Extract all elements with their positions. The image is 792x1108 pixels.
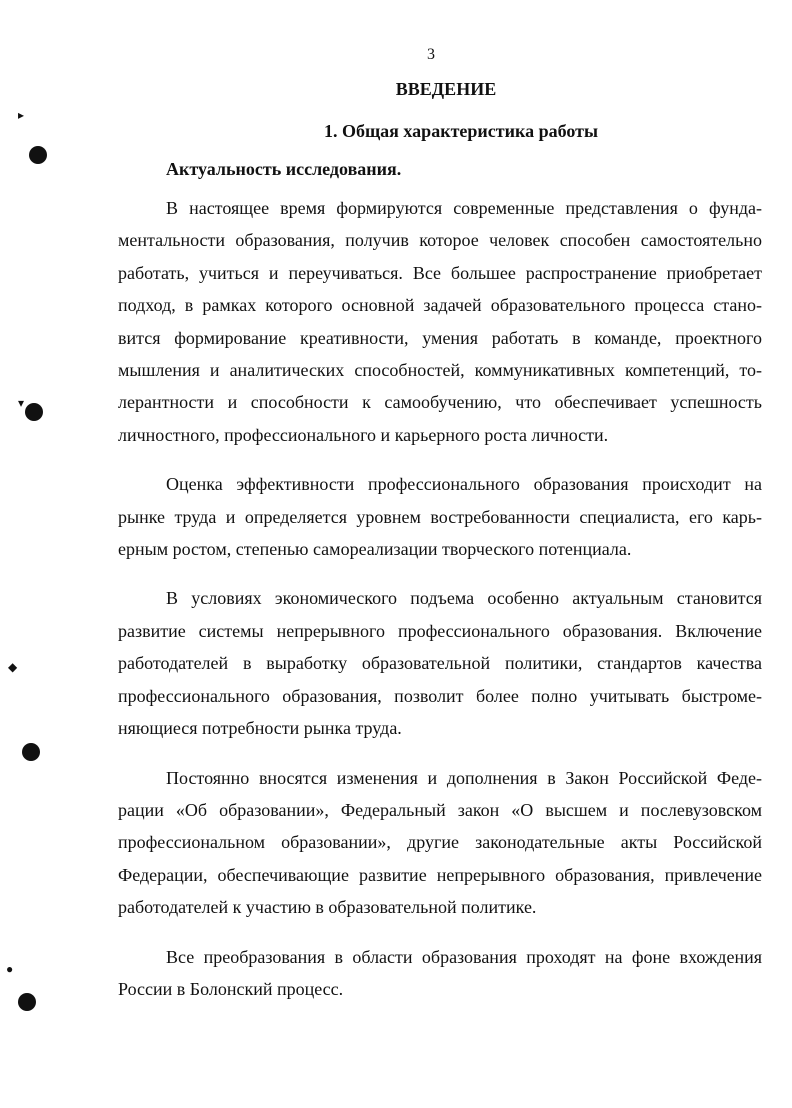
scan-speck: ▸	[18, 108, 25, 122]
text-line: Постоянно вносятся изменения и дополнения в Закон Российской Феде-	[166, 767, 762, 788]
text-line: работать, учиться и переучиваться. Все большее распространение приобретает	[118, 262, 762, 283]
text-line: В настоящее время формируются современные представления о фунда-	[166, 198, 762, 218]
text-line: рынке труда и определяется уровнем востребованности специалиста, его карь-	[118, 506, 762, 527]
text-line: ментальности образования, получив которое человек способен самостоятельно	[118, 230, 762, 251]
page-number: 3	[427, 46, 435, 63]
text-line: лерантности и способности к самообучению, что обеспечивает успешность	[118, 392, 762, 413]
paragraph-1	[118, 192, 762, 451]
body-text	[118, 192, 762, 1022]
binder-hole	[18, 993, 36, 1011]
text-line: личностного, профессионального и карьерного роста личности.	[118, 424, 609, 445]
scan-speck: ●	[6, 962, 14, 976]
text-line: развитие системы непрерывного профессионального образования. Включение	[118, 620, 762, 641]
scan-speck: ◆	[8, 660, 18, 674]
text-line: В условиях экономического подъема особенно актуальным становится	[166, 588, 762, 609]
text-line: работодателей к участию в образовательной политике.	[118, 897, 537, 918]
text-line: вится формирование креативности, умения работать в команде, проектного	[118, 327, 762, 348]
text-line: мышления и аналитических способностей, коммуникативных компетенций, то-	[118, 360, 762, 381]
text-line: Все преобразования в области образования проходят на фоне вхождения	[166, 946, 762, 967]
binder-hole	[25, 403, 43, 421]
paragraph-4	[118, 762, 762, 924]
binder-hole	[22, 743, 40, 761]
text-line: России в Болонский процесс.	[118, 978, 344, 999]
text-line: Оценка эффективности профессионального образования происходит на	[166, 474, 762, 495]
text-line: рации «Об образовании», Федеральный закон «О высшем и послевузовском	[118, 799, 762, 820]
text-line: работодателей в выработку образовательной политики, стандартов качества	[118, 653, 762, 674]
paragraph-2	[118, 468, 762, 565]
scan-speck: ▾	[18, 396, 25, 410]
text-line: подход, в рамках которого основной задачей образовательного процесса стано-	[118, 295, 762, 316]
page-title: ВВЕДЕНИЕ	[395, 79, 497, 99]
text-line: профессионального образования, позволит более полно учитывать быстроме-	[118, 685, 762, 706]
paragraph-3	[118, 582, 762, 744]
text-line: ерным ростом, степенью самореализации творческого потенциала.	[118, 539, 632, 560]
text-line: Федерации, обеспечивающие развитие непрерывного образования, привлечение	[118, 864, 762, 885]
text-line: профессиональном образовании», другие законодательные акты Российской	[118, 832, 762, 853]
subheading: Актуальность исследования.	[166, 159, 402, 179]
text-line: няющиеся потребности рынка труда.	[118, 718, 402, 739]
binder-hole	[29, 146, 47, 164]
section-heading: 1. Общая характеристика работы	[323, 121, 599, 141]
paragraph-5	[118, 941, 762, 1006]
